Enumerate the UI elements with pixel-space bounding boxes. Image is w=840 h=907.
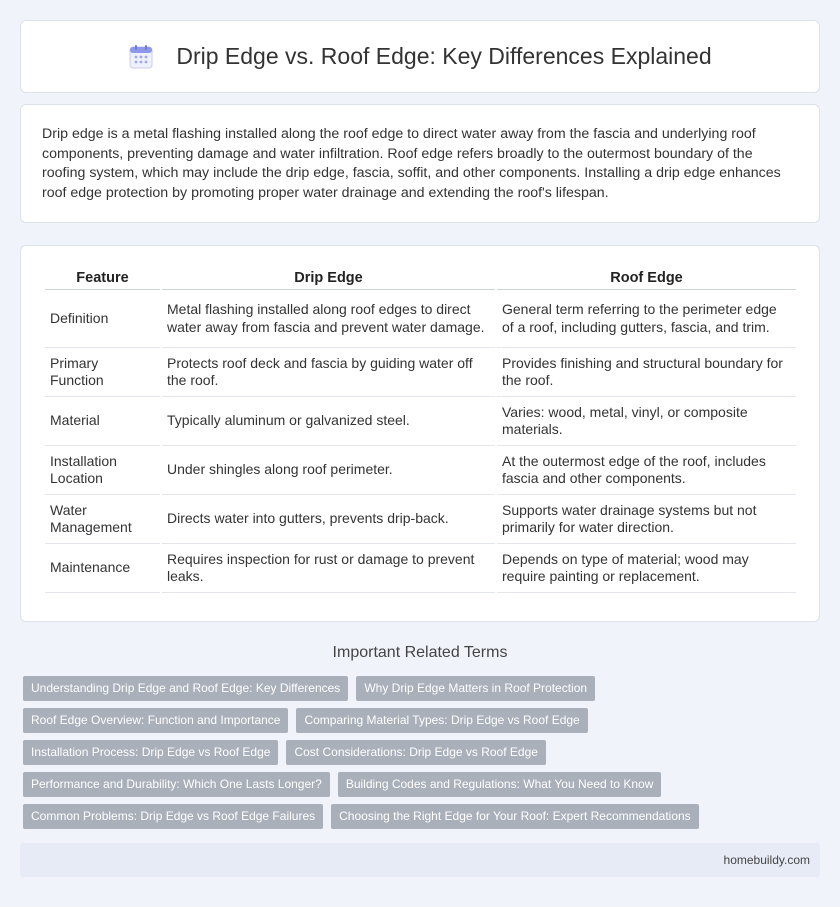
- related-term-link[interactable]: Why Drip Edge Matters in Roof Protection: [356, 676, 595, 701]
- drip-edge-cell: Directs water into gutters, prevents drip-back.: [162, 495, 495, 544]
- feature-cell: Installation Location: [45, 446, 160, 495]
- roof-edge-cell: General term referring to the perimeter edge of a roof, including gutters, fascia, and trim.: [497, 290, 796, 348]
- tag-row: [23, 708, 823, 733]
- related-term-link[interactable]: Comparing Material Types: Drip Edge vs Roof Edge: [296, 708, 587, 733]
- column-header-roof-edge: Roof Edge: [497, 264, 796, 290]
- table-row: [45, 495, 796, 544]
- tag-row: [23, 676, 823, 701]
- feature-cell: Material: [45, 397, 160, 446]
- drip-edge-cell: Metal flashing installed along roof edges to direct water away from fascia and prevent water damage.: [162, 290, 495, 348]
- roof-edge-cell: Depends on type of material; wood may require painting or replacement.: [497, 544, 796, 593]
- tag-row: [23, 804, 823, 829]
- drip-edge-cell: Requires inspection for rust or damage to prevent leaks.: [162, 544, 495, 593]
- footer: [20, 843, 820, 877]
- calendar-icon: [128, 44, 154, 70]
- table-row: [45, 397, 796, 446]
- related-term-link[interactable]: Cost Considerations: Drip Edge vs Roof Edge: [286, 740, 545, 765]
- feature-cell: Definition: [45, 290, 160, 348]
- intro-card: [20, 104, 820, 223]
- related-term-link[interactable]: Common Problems: Drip Edge vs Roof Edge Failures: [23, 804, 323, 829]
- column-header-feature: Feature: [45, 264, 160, 290]
- drip-edge-cell: Protects roof deck and fascia by guiding water off the roof.: [162, 348, 495, 397]
- related-term-link[interactable]: Installation Process: Drip Edge vs Roof Edge: [23, 740, 278, 765]
- comparison-card: [20, 245, 820, 622]
- related-term-link[interactable]: Choosing the Right Edge for Your Roof: Expert Recommendations: [331, 804, 699, 829]
- page-title: Drip Edge vs. Roof Edge: Key Differences Explained: [176, 43, 712, 69]
- drip-edge-cell: Typically aluminum or galvanized steel.: [162, 397, 495, 446]
- roof-edge-cell: Supports water drainage systems but not primarily for water direction.: [497, 495, 796, 544]
- table-row: [45, 446, 796, 495]
- roof-edge-cell: Varies: wood, metal, vinyl, or composite materials.: [497, 397, 796, 446]
- footer-site-link[interactable]: homebuildy.com: [723, 853, 810, 867]
- related-term-link[interactable]: Roof Edge Overview: Function and Importance: [23, 708, 288, 733]
- related-term-link[interactable]: Understanding Drip Edge and Roof Edge: Key Differences: [23, 676, 348, 701]
- feature-cell: Primary Function: [45, 348, 160, 397]
- related-term-link[interactable]: Performance and Durability: Which One Lasts Longer?: [23, 772, 330, 797]
- table-row: [45, 348, 796, 397]
- feature-cell: Water Management: [45, 495, 160, 544]
- header-card: [20, 20, 820, 93]
- table-row: [45, 544, 796, 593]
- roof-edge-cell: At the outermost edge of the roof, includes fascia and other components.: [497, 446, 796, 495]
- related-terms-title: Important Related Terms: [332, 644, 508, 661]
- tag-row: [23, 772, 823, 797]
- related-terms-list: [23, 676, 823, 836]
- intro-text: Drip edge is a metal flashing installed along the roof edge to direct water away from the fascia and underlying roof components, preventing damage and water infiltration. Roof edge refers broadly to the outermost boundary of the roofing system, which may include the drip edge, fascia, soffit, and other components. Installing a drip edge enhances roof edge protection by promoting proper water drainage and extending the roof's lifespan.: [42, 126, 781, 201]
- table-row: [45, 290, 796, 348]
- column-header-drip-edge: Drip Edge: [162, 264, 495, 290]
- feature-cell: Maintenance: [45, 544, 160, 593]
- related-term-link[interactable]: Building Codes and Regulations: What You Need to Know: [338, 772, 662, 797]
- table-header-row: [45, 264, 796, 290]
- roof-edge-cell: Provides finishing and structural boundary for the roof.: [497, 348, 796, 397]
- drip-edge-cell: Under shingles along roof perimeter.: [162, 446, 495, 495]
- comparison-table: [43, 264, 798, 593]
- tag-row: [23, 740, 823, 765]
